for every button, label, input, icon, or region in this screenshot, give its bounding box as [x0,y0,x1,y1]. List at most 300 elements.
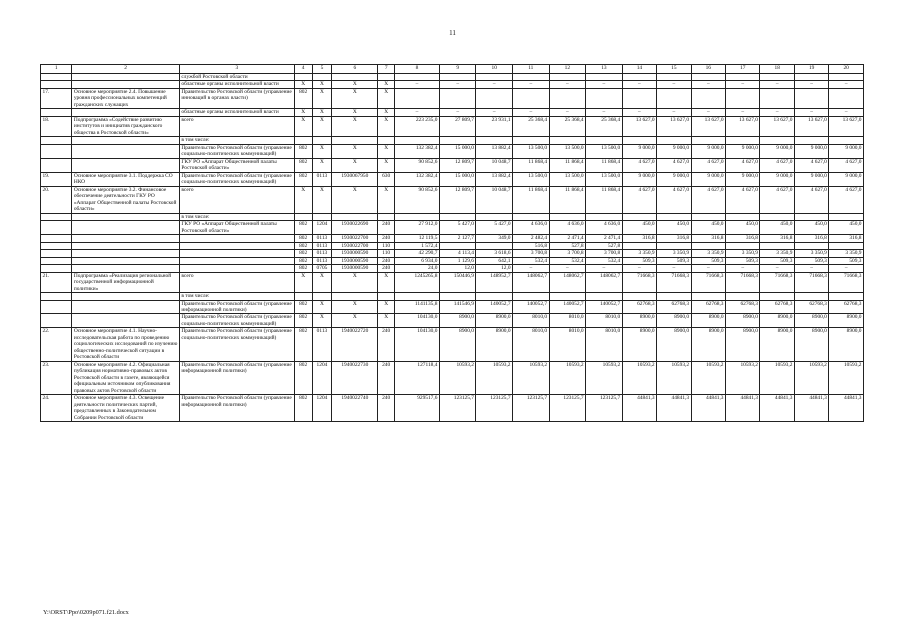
table-cell: 1204 [312,221,332,235]
table-cell: 316,8 [829,235,864,242]
table-cell: 127118,4 [395,361,440,394]
table-body [41,74,864,422]
table-cell: – [513,109,550,116]
table-cell: 17. [41,88,72,108]
table-cell: 802 [294,250,312,257]
table-cell: Правительство Ростовской области (управление социально-политических коммуникаций) [179,172,294,186]
table-cell: 4 113,4 [439,250,476,257]
table-cell: 929517,6 [395,395,440,422]
table-cell: областные органы исполнительной власти [179,81,294,88]
table-cell: 10 048,7 [476,186,513,213]
table-cell [586,213,623,220]
table-cell: 13 627,0 [829,116,864,136]
table-cell: 1 129,6 [439,257,476,264]
table-cell: 20. [41,186,72,213]
table-cell: 13 627,0 [657,116,691,136]
table-cell: 140052,7 [476,300,513,314]
table-cell [294,213,312,220]
table-cell: 802 [294,144,312,158]
table-cell: 802 [294,300,312,314]
table-cell: – [622,109,656,116]
table-cell: X [378,186,395,213]
table-cell: 1940022730 [332,361,378,394]
table-cell: 13 500,0 [549,172,586,186]
table-cell: X [378,109,395,116]
table-cell [294,74,312,81]
table-cell: 0113 [312,242,332,249]
table-cell [513,213,550,220]
table-cell [726,74,760,81]
table-cell [476,293,513,300]
table-cell: – [586,265,623,272]
table-cell: 8900,0 [657,328,691,361]
table-cell: всего [179,272,294,292]
table-cell: 71668,3 [794,272,828,292]
table-cell: 23 931,1 [476,116,513,136]
table-cell: 123125,7 [586,395,623,422]
table-cell: 10593,2 [760,361,794,394]
table-cell [726,213,760,220]
table-row [41,361,864,394]
table-cell: – [586,81,623,88]
table-row [41,242,864,249]
table-cell [294,137,312,144]
table-cell: 4 627,0 [691,158,725,172]
table-cell [794,293,828,300]
table-cell: 8900,0 [726,314,760,328]
table-cell: – [794,109,828,116]
table-cell: 4 636,0 [586,221,623,235]
table-cell: Основное мероприятие 3.1. Поддержка СО НКО [72,172,180,186]
table-cell: – [691,265,725,272]
table-cell: 141546,9 [439,300,476,314]
table-cell [549,137,586,144]
table-cell [312,213,332,220]
table-cell [549,213,586,220]
table-cell: 3 700,8 [513,250,550,257]
table-cell: 10593,2 [549,361,586,394]
table-row [41,88,864,108]
table-cell: 5 427,0 [476,221,513,235]
table-cell [41,300,72,314]
table-cell: 8010,0 [586,328,623,361]
budget-table-container [40,64,864,422]
table-cell [549,88,586,108]
table-cell: – [794,265,828,272]
table-cell: 450,0 [691,221,725,235]
table-cell: 4 627,0 [622,186,656,213]
column-number-header: 19 [794,65,828,74]
table-cell: 2 127,7 [439,235,476,242]
table-cell: – [513,265,550,272]
table-cell: 71668,3 [622,272,656,292]
table-cell [41,235,72,242]
column-number-header: 8 [395,65,440,74]
table-cell: 12 809,7 [439,186,476,213]
table-cell [476,137,513,144]
table-cell: 4 627,0 [726,158,760,172]
table-cell [294,293,312,300]
table-cell: 509,3 [691,257,725,264]
table-cell: 44841,3 [657,395,691,422]
table-cell: 9 000,0 [622,144,656,158]
table-cell [72,250,180,257]
table-cell [691,74,725,81]
table-cell: Правительство Ростовской области (управление информационной политики) [179,395,294,422]
column-number-header: 15 [657,65,691,74]
table-cell: X [312,88,332,108]
table-cell: 13 500,0 [586,172,623,186]
table-cell: 802 [294,221,312,235]
table-cell: – [726,109,760,116]
table-cell: – [829,265,864,272]
table-cell: 104130,0 [395,328,440,361]
table-cell: 4 627,0 [691,186,725,213]
table-cell: 13 500,0 [513,144,550,158]
table-cell: 62768,3 [622,300,656,314]
table-cell: – [549,109,586,116]
table-cell: 3 350,9 [794,250,828,257]
table-cell: X [378,88,395,108]
table-cell [439,293,476,300]
table-cell [312,137,332,144]
table-cell [476,88,513,108]
table-cell [622,137,656,144]
table-cell: 4 627,0 [829,186,864,213]
table-cell [476,74,513,81]
table-cell [439,213,476,220]
table-cell: 9 000,0 [622,172,656,186]
table-cell: 8010,0 [513,314,550,328]
table-cell: 6 934,0 [395,257,440,264]
table-cell [332,213,378,220]
table-cell: 509,3 [657,257,691,264]
table-cell: 10593,2 [657,361,691,394]
table-cell: 509,3 [794,257,828,264]
table-cell [395,213,440,220]
table-cell: 532,4 [549,257,586,264]
table-row [41,109,864,116]
table-cell [549,293,586,300]
table-cell: 13 627,0 [760,116,794,136]
table-cell: 123125,7 [513,395,550,422]
table-cell: 349,0 [476,235,513,242]
table-cell: 104130,0 [395,314,440,328]
table-cell: X [294,116,312,136]
table-cell: 8900,0 [829,314,864,328]
table-cell [378,213,395,220]
table-cell: 642,1 [476,257,513,264]
table-cell [476,213,513,220]
table-cell [179,235,294,242]
table-cell: 10593,2 [586,361,623,394]
table-cell [622,242,656,249]
table-cell: Подпрограмма «Содействие развитию институтов и инициатив гражданского общества в Ростовской области» [72,116,180,136]
table-cell: 1930022700 [332,235,378,242]
table-cell: 802 [294,158,312,172]
table-cell: 140052,7 [549,300,586,314]
table-cell: X [378,314,395,328]
table-cell: 4 627,0 [657,158,691,172]
table-cell [657,74,691,81]
table-cell: 12 809,7 [439,158,476,172]
table-cell: 8900,0 [794,328,828,361]
table-cell: 44841,3 [829,395,864,422]
column-number-header: 18 [760,65,794,74]
table-cell: 9 000,0 [691,144,725,158]
table-cell [72,221,180,235]
table-cell: 1940022740 [332,395,378,422]
table-cell: Основное мероприятие 4.2. Официальная публикация нормативно-правовых актов Ростовской области в газете, являющейся официальным источником опубликования правовых актов Ростовской области [72,361,180,394]
table-row [41,272,864,292]
table-cell: 42 290,7 [395,250,440,257]
table-cell: в том числе: [179,137,294,144]
table-cell: 10593,2 [622,361,656,394]
table-cell [476,242,513,249]
table-cell [332,74,378,81]
table-cell [513,293,550,300]
table-cell [179,265,294,272]
table-cell: 62768,3 [691,300,725,314]
table-row [41,235,864,242]
table-row [41,300,864,314]
table-cell: 10593,2 [691,361,725,394]
page-number: 11 [449,29,456,37]
table-cell: 4 627,0 [829,158,864,172]
table-cell: 24,0 [395,265,440,272]
table-cell: 13 627,0 [794,116,828,136]
table-cell [586,74,623,81]
table-cell: X [332,300,378,314]
table-cell: X [294,186,312,213]
table-cell [691,293,725,300]
table-cell: 62768,3 [657,300,691,314]
table-cell: 148062,7 [586,272,623,292]
table-cell [378,74,395,81]
table-cell: 13 627,0 [691,116,725,136]
table-cell: Правительство Ростовской области (управление информационной политики) [179,361,294,394]
table-cell [41,144,72,158]
table-row [41,81,864,88]
table-cell: 9 000,0 [794,172,828,186]
table-cell: X [332,272,378,292]
table-cell: – [657,109,691,116]
table-cell: всего [179,186,294,213]
table-cell: 123125,7 [476,395,513,422]
table-cell [41,213,72,220]
table-cell: 802 [294,88,312,108]
table-cell: 1141135,8 [395,300,440,314]
table-cell: 4 627,0 [760,158,794,172]
table-cell: 10593,2 [726,361,760,394]
table-cell: X [312,186,332,213]
table-cell: 450,0 [794,221,828,235]
table-cell: 3 700,8 [586,250,623,257]
table-cell: – [829,81,864,88]
table-cell [622,88,656,108]
table-cell: 10 048,7 [476,158,513,172]
table-cell [41,158,72,172]
table-cell: 240 [378,361,395,394]
table-cell: 18. [41,116,72,136]
table-cell: службой Ростовской области [179,74,294,81]
table-cell [657,293,691,300]
table-cell: X [294,81,312,88]
table-cell: 25 368,4 [549,116,586,136]
column-number-header: 6 [332,65,378,74]
table-cell: 3 350,9 [760,250,794,257]
table-cell: X [378,144,395,158]
table-cell: 516,8 [513,242,550,249]
table-cell: ГКУ РО «Аппарат Общественной палаты Ростовской области» [179,158,294,172]
table-cell: 8900,0 [829,328,864,361]
table-cell: 12,0 [476,265,513,272]
table-cell: 110 [378,250,395,257]
table-cell: 509,3 [726,257,760,264]
table-cell: X [312,81,332,88]
table-cell: – [726,81,760,88]
table-cell [41,314,72,328]
table-cell: 223 235,0 [395,116,440,136]
table-cell: 5 427,0 [439,221,476,235]
table-cell: 2 471,4 [549,235,586,242]
table-cell: – [395,109,440,116]
table-cell: 4 627,0 [760,186,794,213]
table-cell: 1940022720 [332,328,378,361]
table-cell [760,213,794,220]
table-cell: 27 912,0 [395,221,440,235]
table-cell: 11 868,4 [513,158,550,172]
table-cell: 316,8 [691,235,725,242]
table-cell [586,137,623,144]
table-cell: 4 627,0 [657,186,691,213]
table-cell: 1930022690 [332,221,378,235]
table-cell: 8900,0 [760,314,794,328]
table-cell [41,221,72,235]
table-cell [794,137,828,144]
table-cell [657,88,691,108]
table-cell [726,293,760,300]
table-row [41,265,864,272]
table-cell [72,109,180,116]
table-cell: 450,0 [726,221,760,235]
table-cell: X [312,314,332,328]
table-cell: 1 572,4 [395,242,440,249]
table-cell: X [312,144,332,158]
table-cell: 13 500,0 [549,144,586,158]
table-cell: – [622,265,656,272]
table-cell: X [312,116,332,136]
column-number-row [41,65,864,74]
table-cell [72,265,180,272]
table-cell [72,137,180,144]
table-row [41,172,864,186]
table-cell: 0113 [312,250,332,257]
table-cell: в том числе: [179,293,294,300]
table-cell: 13 627,0 [622,116,656,136]
table-cell: 8010,0 [549,328,586,361]
table-cell: Правительство Ростовской области (управление социально-политических коммуникаций) [179,328,294,361]
table-cell: 802 [294,172,312,186]
table-cell: 2 482,4 [513,235,550,242]
table-cell: X [294,109,312,116]
table-cell: 316,8 [622,235,656,242]
table-cell: X [332,314,378,328]
table-cell [72,242,180,249]
table-cell: 8900,0 [476,328,513,361]
table-cell [829,293,864,300]
column-number-header: 13 [586,65,623,74]
table-cell [72,293,180,300]
table-cell: 22. [41,328,72,361]
table-cell: 8900,0 [691,328,725,361]
table-cell: 1245265,8 [395,272,440,292]
table-cell: 0113 [312,235,332,242]
table-cell: 132 382,4 [395,172,440,186]
table-cell: 9 000,0 [726,144,760,158]
table-cell [72,300,180,314]
table-cell: Основное мероприятие 4.1. Научно-исследовательская работа по проведению социологических исследований по изучению общественно-политической ситуации в Ростовской области [73,328,178,361]
table-cell: 148062,7 [513,272,550,292]
table-cell: Правительство Ростовской области (управление инноваций в органах власти) [179,88,294,108]
table-cell: 1930067950 [332,172,378,186]
table-cell [72,235,180,242]
table-cell: 1204 [312,395,332,422]
table-cell: 71668,3 [760,272,794,292]
table-cell [439,88,476,108]
column-number-header: 2 [72,65,180,74]
table-cell: 62768,3 [760,300,794,314]
table-cell: X [332,144,378,158]
column-number-header: 14 [622,65,656,74]
table-cell [549,74,586,81]
table-cell: 11 868,4 [549,186,586,213]
table-cell: 3 350,9 [726,250,760,257]
table-cell [439,242,476,249]
table-cell: 9 000,0 [691,172,725,186]
table-cell [41,137,72,144]
table-cell: 11 868,4 [513,186,550,213]
table-cell: областные органы исполнительной власти [179,109,294,116]
table-cell [691,137,725,144]
table-cell: 450,0 [829,221,864,235]
table-cell: X [294,272,312,292]
table-cell: 1204 [312,361,332,394]
table-cell: X [332,109,378,116]
table-cell: – [726,265,760,272]
table-cell [179,242,294,249]
table-cell: 10593,2 [513,361,550,394]
table-cell: 8900,0 [760,328,794,361]
table-cell: 10593,2 [794,361,828,394]
table-cell: 316,8 [657,235,691,242]
table-cell [657,242,691,249]
column-number-header: 16 [691,65,725,74]
table-cell: 240 [378,235,395,242]
table-cell: 71668,3 [829,272,864,292]
table-row [41,250,864,257]
table-cell: 450,0 [622,221,656,235]
table-cell: – [549,265,586,272]
column-number-header: 17 [726,65,760,74]
table-cell: Подпрограмма «Реализация региональной государственной информационной политики» [72,272,180,292]
table-cell [691,242,725,249]
table-cell [41,109,72,116]
table-cell [72,314,180,328]
table-cell: 316,8 [726,235,760,242]
table-cell: X [332,186,378,213]
table-cell: 150446,9 [439,272,476,292]
